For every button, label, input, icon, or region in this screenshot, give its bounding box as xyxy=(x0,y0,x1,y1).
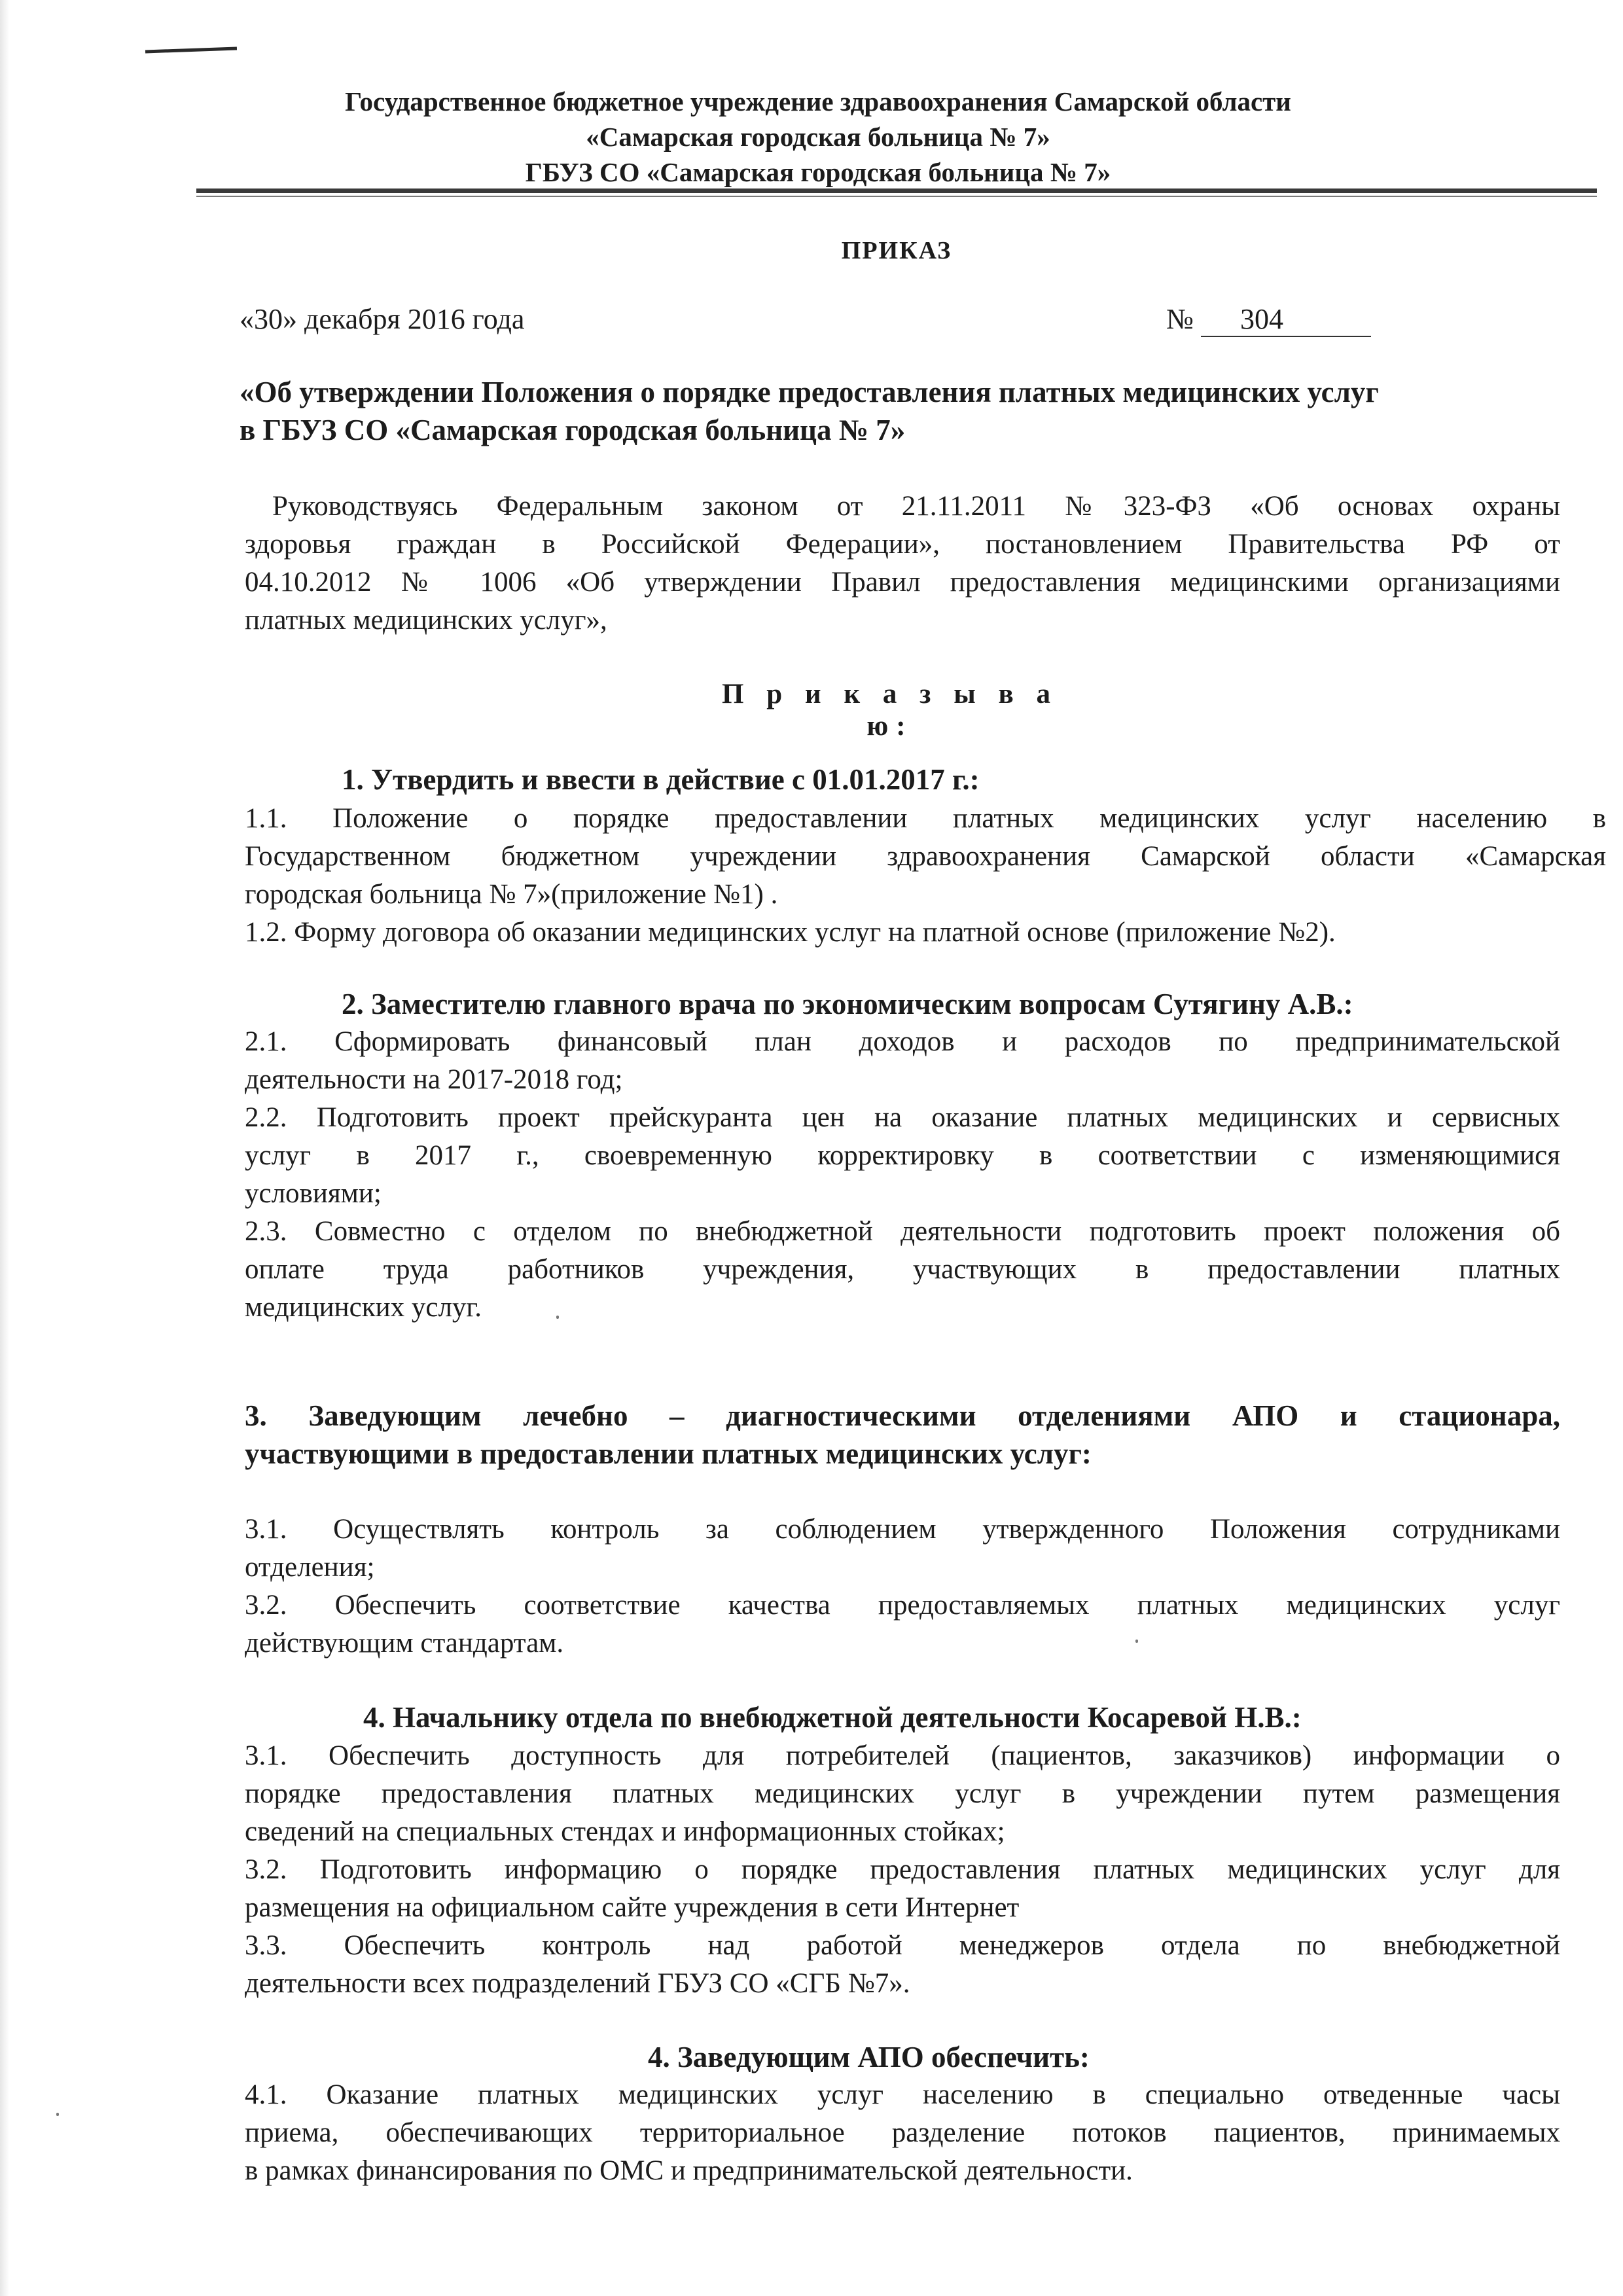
header-rule xyxy=(196,188,1597,193)
list-item: порядке предоставления платных медицинских услуг в учреждении путем размещения xyxy=(245,1778,1560,1809)
header-rule-thin xyxy=(196,196,1597,197)
section-1-heading: 1. Утвердить и ввести в действие с 01.01.2017 г.: xyxy=(342,763,980,796)
preamble-line: 04.10.2012 № 1006 «Об утверждении Правил предоставления медицинскими организациями xyxy=(245,567,1560,598)
document-number xyxy=(1166,302,1371,337)
section-3-body xyxy=(245,1511,1560,1662)
institution-name: Государственное бюджетное учреждение здравоохранения Самарской области xyxy=(345,86,1291,117)
list-item: 2.2. Подготовить проект прейскуранта цен на оказание платных медицинских и сервисных xyxy=(245,1102,1560,1133)
hospital-name: «Самарская городская больница № 7» xyxy=(586,122,1050,152)
section-4b-heading: 4. Заведующим АПО обеспечить: xyxy=(648,2041,1090,2073)
scan-speck xyxy=(56,2113,59,2116)
section-4a-heading: 4. Начальнику отдела по внебюджетной деятельности Косаревой Н.В.: xyxy=(363,1701,1302,1734)
list-item: 3.2. Обеспечить соответствие качества предоставляемых платных медицинских услуг xyxy=(245,1590,1560,1621)
list-item: 2.3. Совместно с отделом по внебюджетной деятельности подготовить проект положения об xyxy=(245,1216,1560,1247)
preamble-line: Руководствуясь Федеральным законом от 21.11.2011 №323-ФЗ «Об основах охраны xyxy=(272,491,1560,522)
section-4a-body xyxy=(245,1737,1560,2003)
list-item: 3.1. Обеспечить доступность для потребителей (пациентов, заказчиков) информации о xyxy=(245,1740,1560,1771)
list-item: услуг в 2017 г., своевременную корректировку в соответствии с изменяющимися xyxy=(245,1140,1560,1171)
list-item: городская больница № 7»(приложение №1) . xyxy=(245,879,778,910)
list-item: сведений на специальных стендах и информационных стойках; xyxy=(245,1816,1005,1847)
scan-page-edge xyxy=(0,0,9,2296)
heading-line: 3. Заведующим лечебно – диагностическими отделениями АПО и стационара, xyxy=(245,1399,1560,1432)
document-type: ПРИКАЗ xyxy=(841,237,952,264)
document-date: «30» декабря 2016 года xyxy=(240,303,525,335)
list-item: приема, обеспечивающих территориальное разделение потоков пациентов, принимаемых xyxy=(245,2117,1560,2148)
list-item: условиями; xyxy=(245,1178,382,1209)
preamble-line: платных медицинских услуг», xyxy=(245,605,607,636)
list-item: оплате труда работников учреждения, участвующих в предоставлении платных xyxy=(245,1254,1560,1285)
list-item: размещения на официальном сайте учреждения в сети Интернет xyxy=(245,1892,1020,1923)
list-item: действующим стандартам. xyxy=(245,1628,564,1659)
preamble xyxy=(245,488,1560,639)
list-item: Государственном бюджетном учреждении здравоохранения Самарской области «Самарская xyxy=(245,841,1606,872)
list-item: 3.3. Обеспечить контроль над работой менеджеров отдела по внебюджетной xyxy=(245,1930,1560,1961)
list-item: 3.1. Осуществлять контроль за соблюдением утвержденного Положения сотрудниками xyxy=(245,1514,1560,1545)
title-line: в ГБУЗ СО «Самарская городская больница № 7» xyxy=(240,414,906,446)
number-label: № xyxy=(1166,303,1194,335)
section-4b-body xyxy=(245,2076,1560,2190)
section-3-heading xyxy=(245,1397,1560,1473)
section-2-body xyxy=(245,1023,1560,1327)
hospital-short-name: ГБУЗ СО «Самарская городская больница № 7» xyxy=(525,157,1111,187)
document-title xyxy=(240,373,1548,449)
heading-line: участвующими в предоставлении платных медицинских услуг: xyxy=(245,1437,1092,1470)
scan-pen-mark xyxy=(145,47,237,54)
institution-header xyxy=(196,84,1440,190)
list-item: 2.1. Сформировать финансовый план доходов и расходов по предпринимательской xyxy=(245,1026,1560,1057)
number-value: 304 xyxy=(1201,302,1371,337)
list-item: в рамках финансирования по ОМС и предпринимательской деятельности. xyxy=(245,2155,1133,2186)
list-item: медицинских услуг. xyxy=(245,1292,482,1323)
section-1-body xyxy=(245,800,1606,952)
section-2-heading: 2. Заместителю главного врача по экономическим вопросам Сутягину А.В.: xyxy=(342,988,1353,1020)
list-item: деятельности на 2017-2018 год; xyxy=(245,1064,623,1095)
list-item: отделения; xyxy=(245,1552,375,1583)
list-item: 1.1. Положение о порядке предоставлении платных медицинских услуг населению в xyxy=(245,803,1606,834)
title-line: «Об утверждении Положения о порядке предоставления платных медицинских услуг xyxy=(240,376,1379,408)
list-item: 3.2. Подготовить информацию о порядке предоставления платных медицинских услуг для xyxy=(245,1854,1560,1885)
preamble-line: здоровья граждан в Российской Федерации», постановлением Правительства РФ от xyxy=(245,529,1560,560)
scan-speck xyxy=(556,1316,559,1319)
decree-word: П р и к а з ы в а ю: xyxy=(722,679,1058,742)
list-item: 1.2. Форму договора об оказании медицинских услуг на платной основе (приложение №2). xyxy=(245,917,1336,948)
scan-speck xyxy=(1135,1640,1138,1643)
list-item: деятельности всех подразделений ГБУЗ СО «СГБ №7». xyxy=(245,1968,910,1999)
list-item: 4.1. Оказание платных медицинских услуг населению в специально отведенные часы xyxy=(245,2079,1560,2110)
